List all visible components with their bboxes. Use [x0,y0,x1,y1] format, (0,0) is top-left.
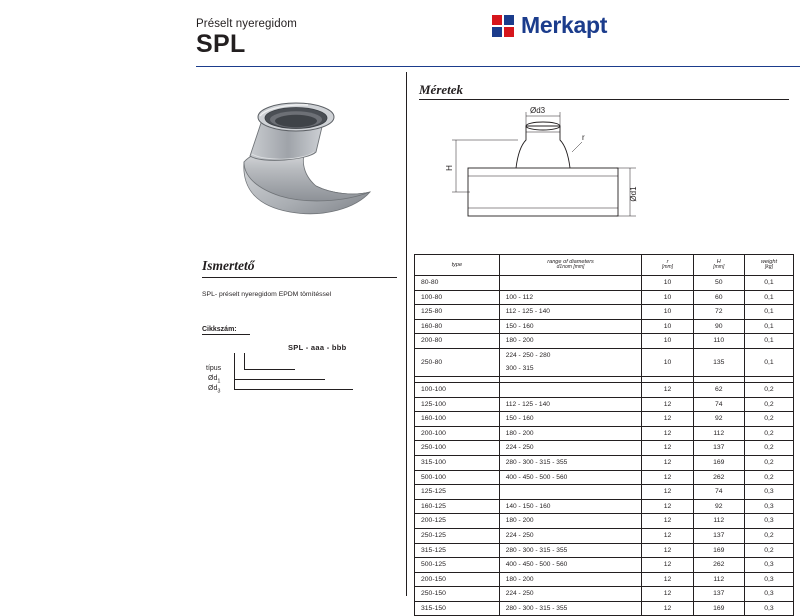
cell-h: 72 [693,305,744,320]
product-photo [204,96,394,226]
cell-h: 169 [693,543,744,558]
table-row [415,334,794,349]
table-body [415,276,794,616]
cell-weight: 0,3 [744,499,793,514]
cell-range: 180 - 200 [499,572,642,587]
cell-r: 10 [642,276,693,291]
table-row [415,412,794,427]
col-header-weight-main: weight [760,258,778,265]
header-title-block [196,18,297,57]
cell-h: 169 [693,455,744,470]
code-pattern: SPL - aaa - bbb [288,342,347,352]
table-row [415,558,794,573]
meretek-heading: Méretek [419,82,464,97]
col-header-r-sub: [mm] [661,264,674,271]
cell-type: 80-80 [415,276,500,291]
cell-type: 250-100 [415,441,500,456]
legend-text-type: típus [206,364,222,372]
table-row [415,305,794,320]
legend-label-d3 [208,385,220,394]
cell-h: 62 [693,382,744,397]
cell-weight: 0,1 [744,276,793,291]
cell-weight: 0,2 [744,426,793,441]
cell-range: 150 - 160 [499,319,642,334]
header-divider [196,66,800,67]
cell-weight: 0,1 [744,319,793,334]
cell-range: 112 - 125 - 140 [499,397,642,412]
cell-r: 12 [642,470,693,485]
cell-r: 12 [642,514,693,529]
cell-type: 125-80 [415,305,500,320]
cell-range [499,276,642,291]
cell-weight: 0,1 [744,290,793,305]
cell-h: 110 [693,334,744,349]
merkapt-logo-icon [492,15,514,37]
brand-logo [492,14,607,37]
cell-h: 60 [693,290,744,305]
cell-range: 400 - 450 - 500 - 560 [499,558,642,573]
col-header-range [499,255,642,276]
cell-type: 250-125 [415,528,500,543]
cell-type: 160-125 [415,499,500,514]
table-row [415,455,794,470]
cell-h: 92 [693,499,744,514]
dimensions-table-wrap [414,254,794,616]
col-header-type [415,255,500,276]
legend-text-d3: Ød [208,384,218,392]
page-title: SPL [196,30,246,58]
drawing-label-d1: Ød1 [629,186,638,202]
table-row [415,470,794,485]
table-row [415,528,794,543]
table-row [415,514,794,529]
col-header-range-sub: d1nom [mm] [556,264,585,271]
cell-r: 12 [642,499,693,514]
cell-weight: 0,2 [744,470,793,485]
cell-h: 74 [693,397,744,412]
cell-range: 140 - 150 - 160 [499,499,642,514]
col-header-r-main: r [666,258,669,265]
cell-type: 500-100 [415,470,500,485]
col-header-range-main: range of diameters [547,258,594,265]
cell-r: 10 [642,290,693,305]
table-row [415,397,794,412]
cell-weight: 0,3 [744,558,793,573]
cell-range: 180 - 200 [499,334,642,349]
cell-r: 10 [642,334,693,349]
cell-range: 100 - 112 [499,290,642,305]
cell-r: 12 [642,412,693,427]
meretek-divider [419,99,789,100]
cell-range: 180 - 200 [499,426,642,441]
cell-type: 100-100 [415,382,500,397]
legend-sub-d1: 1 [217,377,221,384]
ismerteto-section [202,258,397,401]
cell-type: 315-100 [415,455,500,470]
cell-r: 12 [642,441,693,456]
cell-weight: 0,1 [744,348,793,376]
cell-weight: 0,2 [744,412,793,427]
cell-h: 112 [693,572,744,587]
table-row [415,499,794,514]
table-row [415,441,794,456]
table-header-row [415,255,794,276]
cell-range [499,382,642,397]
cell-h: 112 [693,426,744,441]
cell-weight: 0,2 [744,382,793,397]
cell-range: 280 - 300 - 315 - 355 [499,543,642,558]
cell-h: 50 [693,276,744,291]
cell-h: 169 [693,601,744,616]
cell-type: 125-100 [415,397,500,412]
cell-h: 262 [693,470,744,485]
ismerteto-heading: Ismertető [202,258,255,273]
cell-r: 10 [642,305,693,320]
ismerteto-divider [202,277,397,278]
cell-type: 250-150 [415,587,500,602]
cell-r: 12 [642,543,693,558]
cell-weight: 0,3 [744,485,793,500]
table-row [415,587,794,602]
page-header [0,0,800,70]
cell-range: 150 - 160 [499,412,642,427]
legend-text-d1: Ød [208,374,218,382]
cell-type: 160-80 [415,319,500,334]
table-row [415,276,794,291]
cell-r: 12 [642,528,693,543]
col-header-type-main: type [451,261,463,268]
col-header-h-sub: [mm] [713,264,725,271]
drawing-label-d3: Ød3 [530,106,546,115]
cell-range: 224 - 250 [499,441,642,456]
technical-drawing [430,106,680,236]
dimensions-table [414,254,794,616]
cell-weight: 0,2 [744,543,793,558]
col-header-weight [744,255,793,276]
cell-r: 12 [642,601,693,616]
legend-sub-d3: 3 [217,387,221,394]
drawing-label-h: H [445,165,454,171]
cell-r: 12 [642,397,693,412]
cell-type: 200-100 [415,426,500,441]
cell-weight: 0,2 [744,397,793,412]
column-divider [406,72,407,596]
drawing-label-r: r [582,133,585,142]
cell-h: 135 [693,348,744,376]
cell-range-line: 300 - 315 [505,365,534,373]
cikkszam-underline [202,334,250,335]
table-row [415,601,794,616]
cell-weight: 0,1 [744,305,793,320]
cell-range: 112 - 125 - 140 [499,305,642,320]
col-header-weight-sub: [kg] [764,264,773,271]
cell-r: 12 [642,455,693,470]
cell-h: 137 [693,441,744,456]
cell-range: 280 - 300 - 315 - 355 [499,601,642,616]
cell-range-line: 224 - 250 - 280 [505,352,551,360]
cell-type: 500-125 [415,558,500,573]
product-subtitle: Préselt nyeregidom [196,18,297,30]
product-description: SPL- préselt nyeregidom EPDM tömítéssel [202,291,332,298]
cell-weight: 0,3 [744,587,793,602]
table-row [415,290,794,305]
table-row [415,382,794,397]
article-code-diagram [202,343,397,401]
cell-h: 112 [693,514,744,529]
cikkszam-label: Cikkszám: [202,325,237,333]
table-row [415,348,794,376]
cell-h: 262 [693,558,744,573]
cell-r: 12 [642,382,693,397]
cell-type: 200-125 [415,514,500,529]
cell-h: 90 [693,319,744,334]
cell-h: 137 [693,587,744,602]
cell-range [499,485,642,500]
table-head [415,255,794,276]
table-row [415,426,794,441]
cell-r: 12 [642,572,693,587]
cell-range: 224 - 250 [499,528,642,543]
cell-h: 137 [693,528,744,543]
cell-r: 10 [642,319,693,334]
cell-type: 315-125 [415,543,500,558]
cell-weight: 0,2 [744,441,793,456]
leader-line-d3 [234,353,353,390]
brand-name: Merkapt [521,12,608,38]
cell-r: 12 [642,426,693,441]
cell-r: 12 [642,558,693,573]
col-header-h-main: H [716,258,721,265]
cell-h: 92 [693,412,744,427]
table-row [415,485,794,500]
cell-r: 10 [642,348,693,376]
cell-r: 12 [642,587,693,602]
cell-type: 200-150 [415,572,500,587]
cell-weight: 0,2 [744,455,793,470]
cell-weight: 0,3 [744,601,793,616]
cell-range: 280 - 300 - 315 - 355 [499,455,642,470]
cell-range: 400 - 450 - 500 - 560 [499,470,642,485]
cell-type: 160-100 [415,412,500,427]
legend-label-type [206,365,221,372]
cell-type: 315-150 [415,601,500,616]
legend-label-d1 [208,375,220,384]
cell-range: 180 - 200 [499,514,642,529]
cell-type: 250-80 [415,348,500,376]
cell-weight: 0,2 [744,528,793,543]
cell-r: 12 [642,485,693,500]
cell-weight: 0,3 [744,572,793,587]
cell-type: 100-80 [415,290,500,305]
col-header-r [642,255,693,276]
table-row [415,572,794,587]
cell-type: 200-80 [415,334,500,349]
table-row [415,319,794,334]
cell-range: 224 - 250 [499,587,642,602]
cell-weight: 0,1 [744,334,793,349]
cell-type: 125-125 [415,485,500,500]
table-row [415,543,794,558]
cell-range [499,348,642,376]
cell-weight: 0,3 [744,514,793,529]
col-header-h [693,255,744,276]
cell-h: 74 [693,485,744,500]
